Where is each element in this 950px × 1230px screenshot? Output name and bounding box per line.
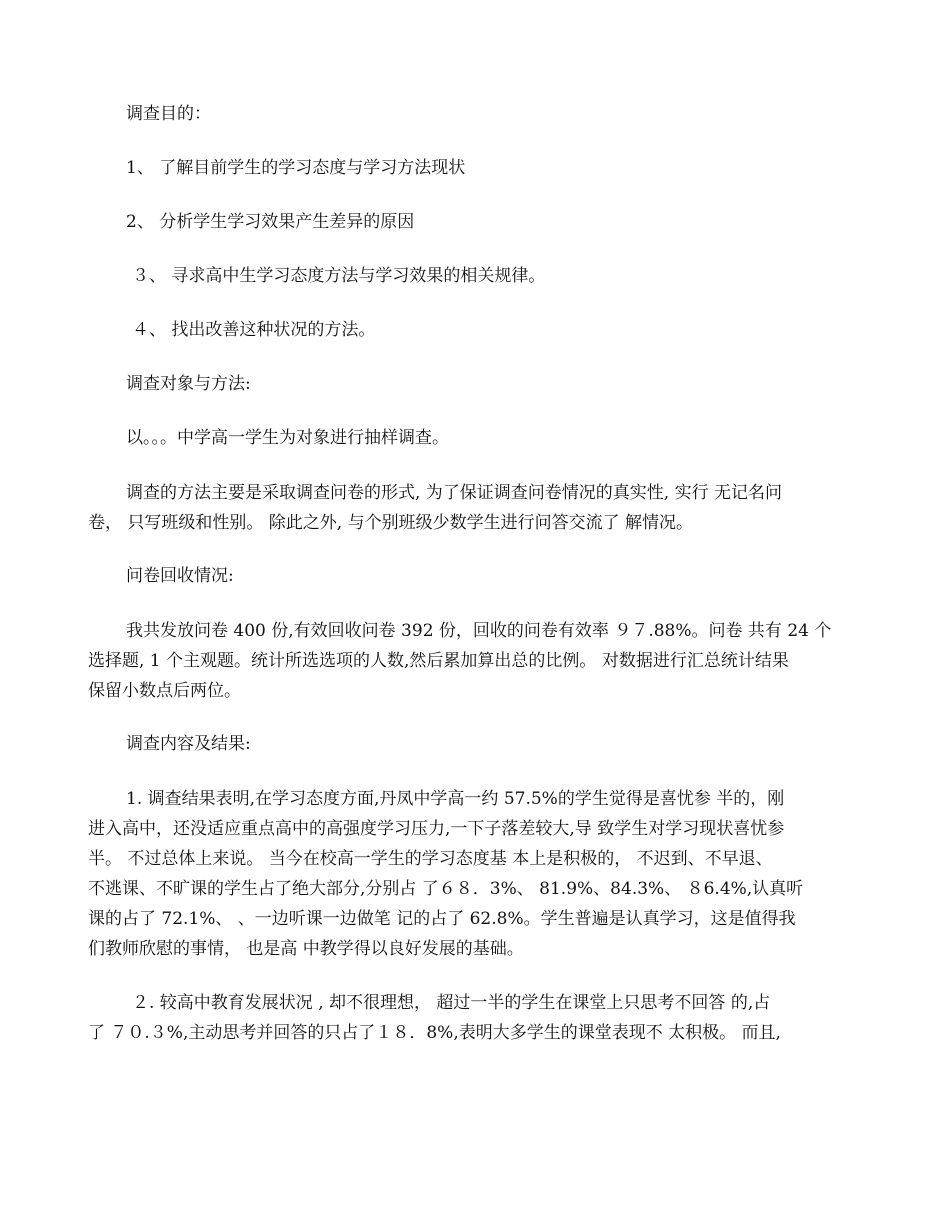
paragraph-line: ２. 较高中教育发展状况 , 却不很理想， 超过一半的学生在课堂上只思考不回答 的,占 — [132, 993, 771, 1013]
heading-recovery: 问卷回收情况: — [126, 566, 234, 586]
paragraph-line: 1. 调查结果表明,在学习态度方面,丹凤中学高一约 57.5%的学生觉得是喜忧参 半的，刚 — [126, 789, 785, 809]
recovery-paragraph — [88, 616, 860, 706]
paragraph-line: 卷， 只写班级和性别。 除此之外, 与个别班级少数学生进行问答交流了 解情况。 — [88, 513, 694, 533]
result1-paragraph — [88, 784, 860, 964]
subject-text: 以。。。中学高一学生为对象进行抽样调查。 — [126, 428, 449, 448]
purpose-item: ３、 寻求高中生学习态度方法与学习效果的相关规律。 — [132, 266, 546, 286]
paragraph-line: 半。 不过总体上来说。 当今在校高一学生的学习态度基 本上是积极的， 不迟到、不早退、 — [88, 849, 773, 869]
paragraph-line: 们教师欣慰的事情， 也是高 中教学得以良好发展的基础。 — [88, 939, 524, 959]
result2-paragraph — [88, 988, 860, 1048]
document-body — [88, 100, 860, 1072]
purpose-item: ４、 找出改善这种状况的方法。 — [132, 320, 376, 340]
paragraph-line: 我共发放问卷 400 份,有效回收问卷 392 份，回收的问卷有效率 ９７.88%。问卷 共有 24 个 — [126, 621, 832, 641]
paragraph-line: 不逃课、不旷课的学生占了绝大部分,分别占 了６８．3%、 81.9%、84.3%、 ８6.4%,认真听 — [88, 879, 804, 899]
heading-subject: 调查对象与方法: — [126, 374, 251, 394]
purpose-item: 1、 了解目前学生的学习态度与学习方法现状 — [126, 158, 466, 178]
method-paragraph — [88, 478, 860, 538]
paragraph-line: 了 ７０.３%,主动思考并回答的只占了１８．8%,表明大多学生的课堂表现不 太积极。 而且, — [88, 1023, 781, 1043]
paragraph-line: 进入高中，还没适应重点高中的高强度学习压力,一下子落差较大,导 致学生对学习现状喜忧参 — [88, 819, 785, 839]
heading-results: 调查内容及结果: — [126, 734, 251, 754]
paragraph-line: 保留小数点后两位。 — [88, 681, 241, 701]
paragraph-line: 课的占了 72.1%、 、一边听课一边做笔 记的占了 62.8%。学生普遍是认真学习，这是值得我 — [88, 909, 796, 929]
paragraph-line: 调查的方法主要是采取调查问卷的形式, 为了保证调查问卷情况的真实性, 实行 无记名问 — [126, 483, 783, 503]
heading-purpose: 调查目的： — [126, 104, 211, 124]
purpose-item: 2、 分析学生学习效果产生差异的原因 — [126, 212, 415, 232]
paragraph-line: 选择题, 1 个主观题。统计所选选项的人数,然后累加算出总的比例。 对数据进行汇总统计结果 — [88, 651, 789, 671]
